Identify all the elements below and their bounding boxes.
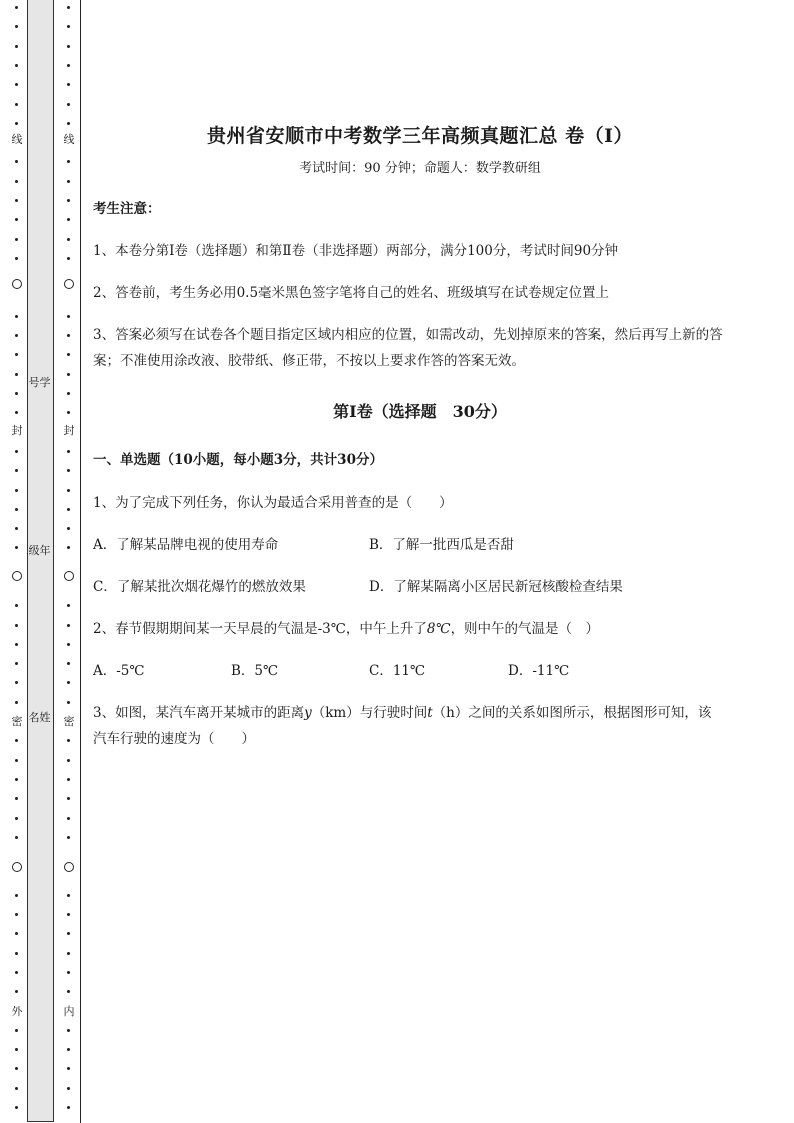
outer-dotted-line xyxy=(11,0,23,1123)
binding-dot xyxy=(15,257,18,260)
q3-unit-h: （h） xyxy=(432,705,469,721)
q2-temp-rise: 8℃ xyxy=(426,621,451,637)
binding-dot xyxy=(15,604,18,607)
binding-dot xyxy=(15,797,18,800)
binding-dot xyxy=(67,469,70,472)
student-id-field: 号学 xyxy=(28,376,51,389)
q2-option-d: D．-11℃ xyxy=(508,663,570,679)
q3-stem-part: 与行驶时间 xyxy=(359,705,428,721)
binding-dot xyxy=(15,894,18,897)
binding-dot xyxy=(67,508,70,511)
binding-dot xyxy=(15,1029,18,1032)
q2-option-b: B．5℃ xyxy=(231,663,279,679)
circle-mark-icon xyxy=(64,571,74,581)
question-1-stem: 1、为了完成下列任务，你认为最适合采用普查的是（ ） xyxy=(93,495,453,511)
question-3-stem xyxy=(93,700,723,752)
binding-dot xyxy=(67,411,70,414)
binding-dot xyxy=(67,450,70,453)
binding-dot xyxy=(67,778,70,781)
binding-dot xyxy=(67,315,70,318)
binding-dot xyxy=(15,160,18,163)
binding-dot xyxy=(15,1048,18,1051)
binding-dot xyxy=(67,64,70,67)
circle-mark-icon xyxy=(12,862,22,872)
name-field: 名姓 xyxy=(28,711,51,724)
binding-dot xyxy=(67,990,70,993)
notice-item: 1、本卷分第Ⅰ卷（选择题）和第Ⅱ卷（非选择题）两部分，满分100分，考试时间90分钟 xyxy=(93,243,619,259)
binding-dot xyxy=(67,739,70,742)
grade-field: 级年 xyxy=(28,544,51,557)
binding-dot xyxy=(67,681,70,684)
circle-mark-icon xyxy=(64,862,74,872)
notice-heading: 考生注意： xyxy=(93,201,161,217)
notice-item: 3、答案必须写在试卷各个题目指定区域内相应的位置，如需改动，先划掉原来的答案，然后再写上新的答案；不准使用涂改液、胶带纸、修正带，不按以上要求作答的答案无效。 xyxy=(93,327,723,369)
binding-dot xyxy=(67,759,70,762)
binding-dot xyxy=(15,45,18,48)
cut-line-label: 线 xyxy=(63,133,75,146)
cut-line-label: 线 xyxy=(11,133,23,146)
binding-dot xyxy=(67,160,70,163)
seal-line-label: 封 xyxy=(11,424,23,437)
q2-stem-part: 2、春节假期期间某一天早晨的气温是 xyxy=(93,621,318,637)
q2-option-c: C．11℃ xyxy=(369,663,426,679)
binding-dot xyxy=(67,1067,70,1070)
binding-dot xyxy=(67,894,70,897)
binding-dot xyxy=(15,238,18,241)
binding-dot xyxy=(67,971,70,974)
notice-item: 2、答卷前，考生务必用0.5毫米黑色签字笔将自己的姓名、班级填写在试卷规定位置上 xyxy=(93,285,610,301)
binding-dot xyxy=(15,1067,18,1070)
binding-dot xyxy=(67,83,70,86)
binding-dot xyxy=(15,527,18,530)
binding-dot xyxy=(67,353,70,356)
binding-dot xyxy=(67,218,70,221)
binding-dot xyxy=(67,836,70,839)
binding-dot xyxy=(67,701,70,704)
q2-stem-part: ，则中午的气温是（ ） xyxy=(450,621,600,637)
binding-dot xyxy=(15,353,18,356)
binding-dot xyxy=(67,1048,70,1051)
binding-dot xyxy=(67,25,70,28)
binding-dot xyxy=(15,25,18,28)
binding-dot xyxy=(67,624,70,627)
binding-dot xyxy=(15,411,18,414)
binding-dot xyxy=(15,913,18,916)
binding-dot xyxy=(67,546,70,549)
binding-dot xyxy=(15,1087,18,1090)
seal-line-label: 封 xyxy=(63,424,75,437)
binding-dot xyxy=(15,1106,18,1109)
binding-dot xyxy=(67,952,70,955)
binding-dot xyxy=(67,122,70,125)
binding-dot xyxy=(15,64,18,67)
inside-label: 内 xyxy=(63,1005,75,1018)
q2-option-a: A．-5℃ xyxy=(93,663,145,679)
binding-dot xyxy=(15,643,18,646)
circle-mark-icon xyxy=(12,279,22,289)
binding-dot xyxy=(67,817,70,820)
exam-title: 贵州省安顺市中考数学三年高频真题汇总 卷（Ⅰ） xyxy=(206,125,633,147)
binding-dot xyxy=(15,739,18,742)
binding-dot xyxy=(67,527,70,530)
binding-dot xyxy=(15,315,18,318)
binding-dot xyxy=(67,199,70,202)
binding-dot xyxy=(67,913,70,916)
binding-dot xyxy=(15,373,18,376)
binding-dot xyxy=(15,971,18,974)
binding-dot xyxy=(15,932,18,935)
binding-dot xyxy=(15,624,18,627)
binding-dot xyxy=(67,643,70,646)
binding-dot xyxy=(67,334,70,337)
margin-border-line xyxy=(80,0,81,1123)
binding-dot xyxy=(67,6,70,9)
q1-option-c: C．了解某批次烟花爆竹的燃放效果 xyxy=(93,579,306,595)
binding-dot xyxy=(67,932,70,935)
binding-dot xyxy=(15,546,18,549)
binding-dot xyxy=(67,1029,70,1032)
binding-dot xyxy=(15,122,18,125)
binding-dot xyxy=(15,83,18,86)
outside-label: 外 xyxy=(11,1005,23,1018)
binding-dot xyxy=(15,450,18,453)
secret-line-label: 密 xyxy=(63,715,75,728)
binding-dot xyxy=(15,681,18,684)
binding-dot xyxy=(15,836,18,839)
binding-dot xyxy=(15,489,18,492)
question-2-stem xyxy=(93,616,753,642)
binding-dot xyxy=(67,103,70,106)
binding-dot xyxy=(67,238,70,241)
binding-dot xyxy=(67,797,70,800)
binding-dot xyxy=(67,604,70,607)
binding-dot xyxy=(15,759,18,762)
circle-mark-icon xyxy=(12,571,22,581)
binding-dot xyxy=(67,392,70,395)
binding-dot xyxy=(67,373,70,376)
binding-dot xyxy=(67,1106,70,1109)
binding-margin xyxy=(0,0,82,1123)
inner-dotted-line xyxy=(63,0,75,1123)
binding-dot xyxy=(67,180,70,183)
binding-dot xyxy=(15,392,18,395)
q2-stem-part: ，中午上升了 xyxy=(345,621,427,637)
binding-dot xyxy=(15,180,18,183)
binding-dot xyxy=(67,257,70,260)
binding-dot xyxy=(15,218,18,221)
secret-line-label: 密 xyxy=(11,715,23,728)
binding-dot xyxy=(15,508,18,511)
q1-option-b: B．了解一批西瓜是否甜 xyxy=(369,537,514,553)
info-strip xyxy=(27,0,54,1122)
binding-dot xyxy=(15,778,18,781)
q3-var-t: t xyxy=(427,705,433,721)
binding-dot xyxy=(15,334,18,337)
binding-dot xyxy=(15,817,18,820)
section-heading: 一、单选题（10小题，每小题3分，共计30分） xyxy=(93,452,383,468)
q1-option-d: D．了解某隔离小区居民新冠核酸检查结果 xyxy=(369,579,623,595)
binding-dot xyxy=(67,662,70,665)
q3-var-y: y xyxy=(304,705,312,721)
q3-unit-km: （km） xyxy=(311,705,360,721)
exam-subtitle: 考试时间：90 分钟；命题人：数学教研组 xyxy=(299,161,541,176)
binding-dot xyxy=(15,952,18,955)
binding-dot xyxy=(15,662,18,665)
circle-mark-icon xyxy=(64,279,74,289)
q1-option-a: A．了解某品牌电视的使用寿命 xyxy=(93,537,279,553)
binding-dot xyxy=(15,701,18,704)
binding-dot xyxy=(15,103,18,106)
binding-dot xyxy=(67,1087,70,1090)
q3-stem-part: 之间的关系如图所示，根据图形可知，该汽车行驶的速度为（ ） xyxy=(93,705,712,747)
binding-dot xyxy=(15,469,18,472)
binding-dot xyxy=(15,6,18,9)
binding-dot xyxy=(67,45,70,48)
q3-stem-part: 3、如图，某汽车离开某城市的距离 xyxy=(93,705,305,721)
binding-dot xyxy=(15,199,18,202)
part-title: 第Ⅰ卷（选择题 30分） xyxy=(333,402,507,421)
q2-temp-morning: -3℃ xyxy=(317,621,346,637)
binding-dot xyxy=(67,489,70,492)
binding-dot xyxy=(15,990,18,993)
